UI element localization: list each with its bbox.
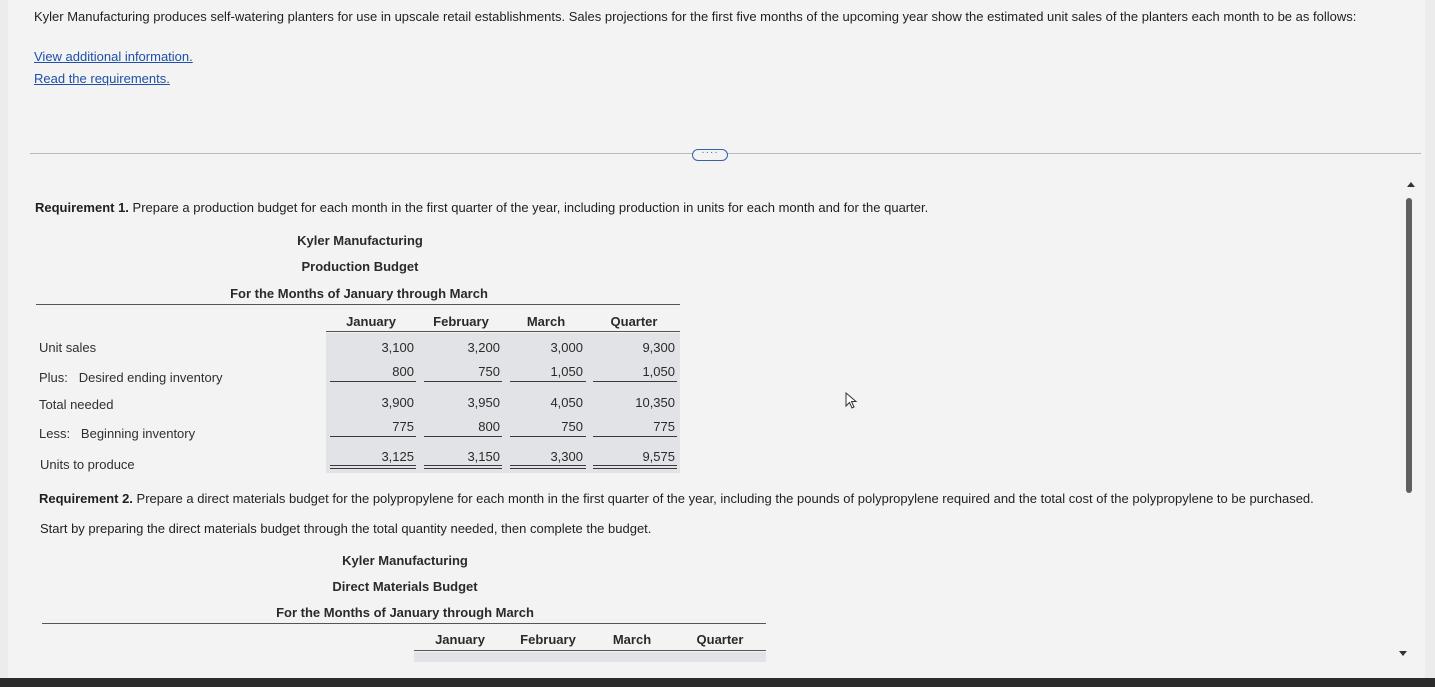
scrollbar-thumb[interactable] (1406, 198, 1412, 493)
cell-unit-sales-jan: 3,100 (381, 340, 414, 355)
subtotal-rule-mar (510, 381, 586, 382)
materials-col-quarter: Quarter (696, 632, 744, 647)
read-requirements-link[interactable]: Read the requirements. (34, 71, 170, 86)
view-additional-info-link[interactable]: View additional information. (34, 49, 193, 64)
cell-ending-inv-mar: 1,050 (550, 364, 583, 379)
cell-units-to-produce-feb: 3,150 (467, 449, 500, 464)
row-label-beginning-inventory (39, 426, 195, 441)
scroll-down-arrow-icon[interactable] (1399, 651, 1407, 656)
row-prefix-less: Less: (39, 426, 71, 441)
materials-col-february: February (520, 632, 576, 647)
scroll-up-arrow-icon[interactable] (1407, 182, 1415, 187)
requirement-1 (35, 200, 928, 215)
requirement-1-label: Requirement 1. (35, 200, 129, 215)
materials-col-january: January (435, 632, 485, 647)
double-rule-feb (424, 465, 502, 469)
materials-budget-period: For the Months of January through March (276, 605, 534, 620)
header-rule (36, 304, 680, 305)
cell-total-needed-feb: 3,950 (467, 395, 500, 410)
total-rule-feb (424, 436, 502, 437)
row-label-unit-sales: Unit sales (39, 340, 97, 355)
total-rule-jan (330, 436, 416, 437)
requirement-1-text: Prepare a production budget for each month in the first quarter of the year, including production in units for each month and for the quarter. (128, 200, 929, 215)
subtotal-rule-jan (330, 381, 416, 382)
cell-ending-inv-jan: 800 (392, 364, 414, 379)
intro-text: Kyler Manufacturing produces self-watering planters for use in upscale retail establishments. Sales projections for the first five months of the upcoming year show the estimated unit sales of the planters each month to be as follows: (34, 9, 1357, 24)
cell-unit-sales-feb: 3,200 (467, 340, 500, 355)
production-budget-company: Kyler Manufacturing (297, 233, 423, 248)
double-rule-quarter (593, 465, 677, 469)
total-rule-quarter (593, 436, 677, 437)
subtotal-rule-feb (424, 381, 502, 382)
subtotal-rule-quarter (593, 381, 677, 382)
cell-unit-sales-quarter: 9,300 (642, 340, 675, 355)
col-header-quarter: Quarter (610, 314, 658, 329)
col-header-march: March (526, 314, 566, 329)
double-rule-jan (330, 465, 416, 469)
cell-beginning-inv-quarter: 775 (653, 419, 675, 434)
requirement-2 (39, 491, 1314, 506)
cell-total-needed-jan: 3,900 (381, 395, 414, 410)
materials-budget-title: Direct Materials Budget (332, 579, 478, 594)
double-rule-mar (510, 465, 586, 469)
row-prefix-plus: Plus: (39, 370, 68, 385)
mouse-pointer-icon (845, 392, 859, 410)
cell-beginning-inv-feb: 800 (478, 419, 500, 434)
cell-beginning-inv-jan: 775 (392, 419, 414, 434)
bottom-frame-edge (0, 678, 1435, 687)
cell-ending-inv-quarter: 1,050 (642, 364, 675, 379)
requirement-2-label: Requirement 2. (39, 491, 133, 506)
requirement-2-instructions: Start by preparing the direct materials budget through the total quantity needed, then complete the budget. (40, 521, 652, 536)
cell-unit-sales-mar: 3,000 (550, 340, 583, 355)
production-budget-period: For the Months of January through March (230, 286, 488, 301)
materials-table-body (414, 652, 766, 662)
column-header-rule (326, 331, 680, 332)
row-text-desired-ending-inventory: Desired ending inventory (78, 370, 223, 385)
requirement-2-text: Prepare a direct materials budget for the polypropylene for each month in the first quarter of the year, including the pounds of polypropylene required and the total cost of the polypropylene to be purchased. (132, 491, 1314, 506)
row-text-beginning-inventory: Beginning inventory (80, 426, 196, 441)
col-header-february: February (433, 314, 489, 329)
cell-units-to-produce-mar: 3,300 (550, 449, 583, 464)
materials-column-rule (414, 650, 766, 651)
cell-units-to-produce-quarter: 9,575 (642, 449, 675, 464)
row-label-units-to-produce: Units to produce (40, 457, 135, 472)
cell-total-needed-quarter: 10,350 (635, 395, 675, 410)
cell-beginning-inv-mar: 750 (561, 419, 583, 434)
materials-col-march: March (612, 632, 652, 647)
content-page (8, 0, 1425, 678)
cell-units-to-produce-jan: 3,125 (381, 449, 414, 464)
row-label-desired-ending-inventory (39, 370, 223, 385)
total-rule-mar (510, 436, 586, 437)
cell-total-needed-mar: 4,050 (550, 395, 583, 410)
materials-budget-company: Kyler Manufacturing (342, 553, 468, 568)
materials-header-rule (42, 623, 766, 624)
expand-more-button[interactable]: ···· (692, 149, 728, 161)
col-header-january: January (346, 314, 396, 329)
production-budget-title: Production Budget (301, 259, 419, 274)
cell-ending-inv-feb: 750 (478, 364, 500, 379)
row-label-total-needed: Total needed (39, 397, 114, 412)
